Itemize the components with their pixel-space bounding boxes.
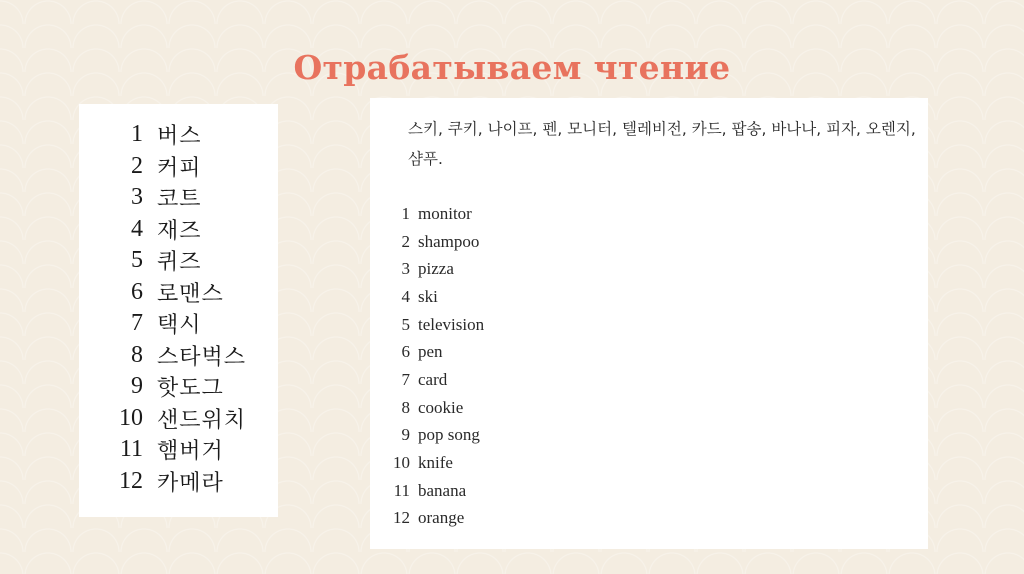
korean-word: 카메라 — [157, 470, 224, 496]
item-number: 5 — [131, 247, 143, 274]
item-number: 12 — [393, 508, 410, 528]
item-number: 7 — [131, 310, 143, 337]
korean-word: 버스 — [157, 124, 202, 150]
english-word: card — [418, 369, 448, 389]
english-word: ski — [418, 286, 438, 306]
english-word: pen — [418, 342, 443, 362]
item-number: 6 — [131, 278, 143, 305]
item-number: 10 — [119, 404, 143, 431]
english-word: cookie — [418, 397, 464, 417]
list-item — [388, 228, 484, 256]
korean-word-bank: 스키, 쿠키, 나이프, 펜, 모니터, 텔레비전, 카드, 팝송, 바나나, 피자, 오렌지, 샴푸. — [408, 120, 916, 168]
english-word: shampoo — [418, 231, 480, 251]
list-item — [79, 466, 246, 498]
english-word-list — [388, 200, 484, 532]
item-number: 8 — [401, 397, 410, 417]
english-word: orange — [418, 508, 465, 528]
item-number: 6 — [401, 342, 410, 362]
list-item — [388, 449, 484, 477]
list-item — [388, 505, 484, 533]
item-number: 5 — [401, 314, 410, 334]
item-number: 11 — [393, 480, 410, 500]
english-word: monitor — [418, 203, 472, 223]
list-item — [79, 403, 246, 435]
list-item — [388, 394, 484, 422]
korean-word: 퀴즈 — [157, 250, 202, 276]
item-number: 9 — [131, 373, 143, 400]
list-item — [388, 255, 484, 283]
list-item — [388, 338, 484, 366]
list-item — [79, 245, 246, 277]
item-number: 12 — [119, 467, 143, 494]
item-number: 2 — [401, 231, 410, 251]
korean-word: 햄버거 — [157, 439, 224, 465]
list-item — [388, 422, 484, 450]
list-item — [79, 340, 246, 372]
item-number: 2 — [131, 152, 143, 179]
list-item — [79, 434, 246, 466]
item-number: 7 — [401, 369, 410, 389]
item-number: 4 — [401, 286, 410, 306]
list-item — [388, 477, 484, 505]
korean-word: 커피 — [157, 155, 202, 181]
korean-word: 택시 — [157, 313, 202, 339]
list-item — [388, 200, 484, 228]
item-number: 9 — [401, 425, 410, 445]
list-item — [79, 214, 246, 246]
item-number: 11 — [119, 436, 143, 463]
item-number: 4 — [131, 215, 143, 242]
item-number: 10 — [393, 453, 410, 473]
list-item — [79, 371, 246, 403]
korean-word: 스타벅스 — [157, 344, 247, 370]
english-word: banana — [418, 480, 467, 500]
item-number: 3 — [131, 184, 143, 211]
item-number: 3 — [401, 259, 410, 279]
english-word: knife — [418, 453, 453, 473]
slide-title: Отрабатываем чтение — [293, 48, 731, 87]
english-word: pop song — [418, 425, 480, 445]
item-number: 1 — [401, 203, 410, 223]
list-item — [79, 277, 246, 309]
korean-word-list-card — [79, 104, 278, 517]
korean-word: 로맨스 — [157, 281, 224, 307]
list-item — [388, 311, 484, 339]
list-item — [388, 366, 484, 394]
list-item — [79, 119, 246, 151]
list-item — [388, 283, 484, 311]
item-number: 1 — [131, 121, 143, 148]
list-item — [79, 151, 246, 183]
korean-word-list — [79, 119, 246, 497]
matching-exercise-card — [370, 98, 928, 549]
korean-word: 핫도그 — [157, 376, 224, 402]
korean-word: 코트 — [157, 187, 202, 213]
item-number: 8 — [131, 341, 143, 368]
list-item — [79, 308, 246, 340]
list-item — [79, 182, 246, 214]
korean-word: 샌드위치 — [157, 407, 247, 433]
korean-word: 재즈 — [157, 218, 202, 244]
english-word: television — [418, 314, 485, 334]
english-word: pizza — [418, 259, 454, 279]
